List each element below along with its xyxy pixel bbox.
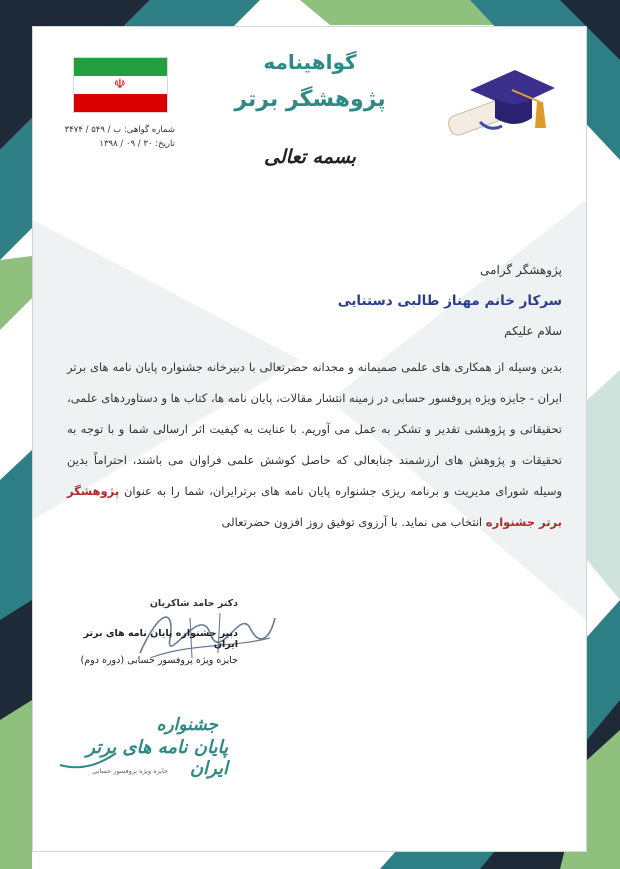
salutation: سلام علیکم — [504, 324, 562, 338]
emblem-icon: ☫ — [114, 77, 126, 92]
signer-subtitle: جایزه ویژه پروفسور حسابی (دوره دوم) — [80, 655, 238, 666]
graduation-cap-icon — [440, 60, 560, 150]
greeting: پژوهشگر گرامی — [480, 263, 562, 277]
besmellah-heading: بسمه تعالی — [264, 146, 356, 168]
certificate-title: گواهینامه — [263, 50, 357, 74]
logo-line2: پایان نامه های برتر ایران — [86, 737, 228, 779]
body-highlight: پژوهشگر برتر جشنواره — [67, 484, 562, 529]
certificate-body — [67, 352, 562, 538]
certificate-subtitle: پژوهشگر برتر — [234, 87, 386, 112]
logo-line1: جشنواره — [156, 715, 218, 735]
festival-logo — [58, 715, 228, 790]
body-text-part2: انتخاب می نماید. با آرزوی توفیق روز افزون حضرتعالی — [221, 515, 486, 529]
signer-name: دکتر حامد شاکریان — [149, 598, 238, 609]
certificate-date: تاریخ: ۳۰ / ۰۹ / ۱۳۹۸ — [99, 139, 175, 149]
body-text-part1: بدین وسیله از همکاری های علمی صمیمانه و مجدانه حضرتعالی با دبیرخانه جشنواره پایان نامه های برتر ایران - جایزه ویژه پروفسور حسابی در زمینه انتشار مقالات، پایان نامه ها، کتاب ها و دستاوردهای علمی، تحقیقاتی و پژوهشی تقدیر و تشکر به عمل می آوریم. با عنایت به کیفیت اثر ارسالی شما و با توجه به تحقیقات و پژوهش های ارزشمند جنابعالی که حاصل کوشش علمی فراوان می باشند، احتراماً بدین وسیله شورای مدیریت و برنامه ریزی جشنواره پایان نامه های برترایران، شما را به عنوان — [67, 360, 563, 498]
recipient-name: سرکار خانم مهناز طالبی دستنایی — [337, 293, 562, 309]
certificate-number: شماره گواهی: ب / ۵۴۹ / ۳۴۷۴ — [64, 125, 175, 135]
iran-flag — [73, 57, 168, 113]
logo-line3: جایزه ویژه پروفسور حسابی — [92, 767, 168, 775]
signer-position: دبیر جشنواره پایان نامه های برتر ایران — [83, 628, 238, 650]
